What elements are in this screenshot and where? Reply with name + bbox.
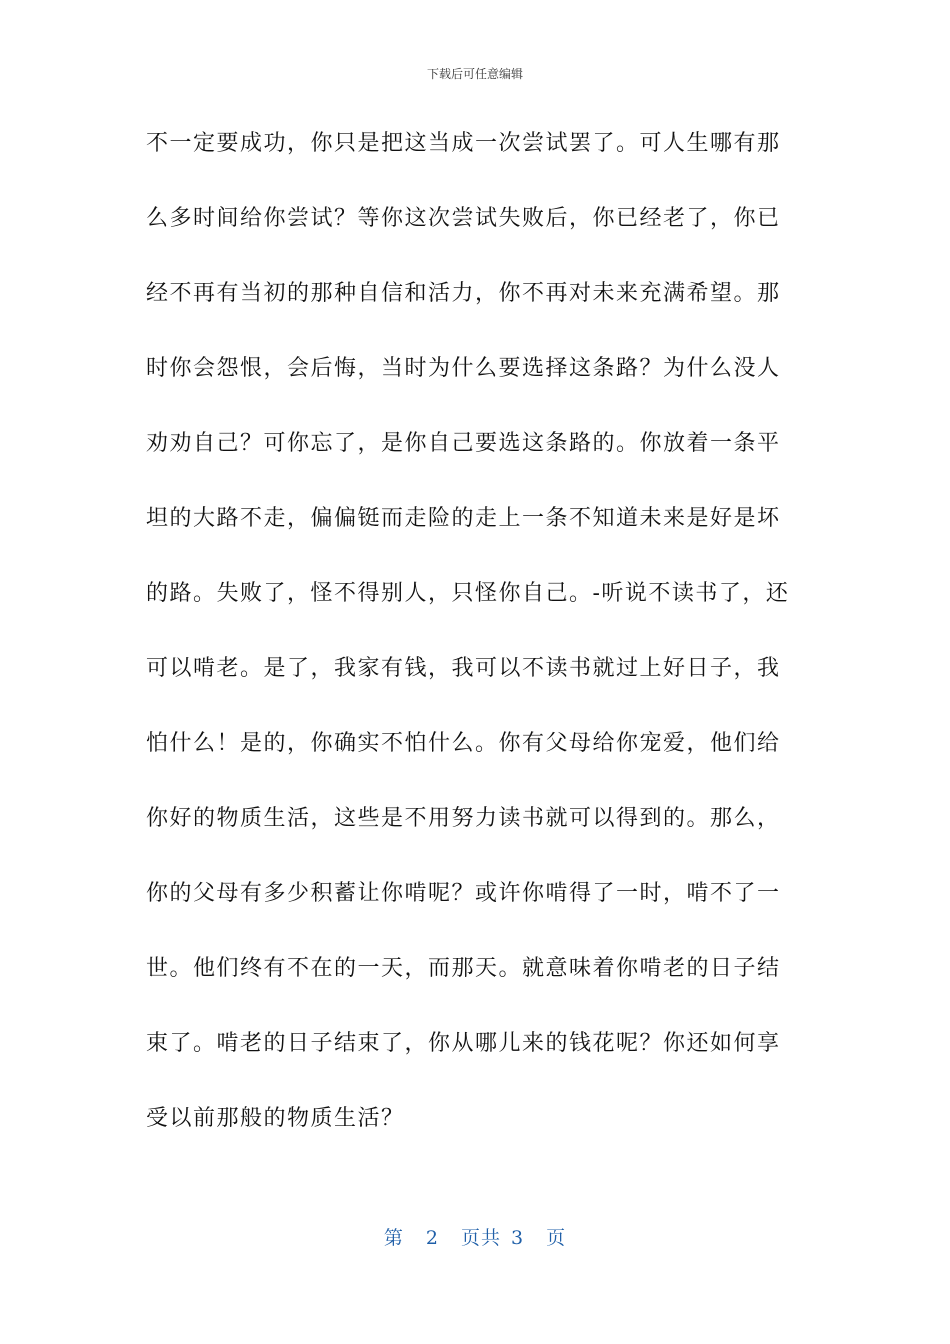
- text-line: 束了。啃老的日子结束了，你从哪儿来的钱花呢？你还如何享: [146, 1031, 781, 1056]
- text-line: 的路。失败了，怪不得别人，只怪你自己。-听说不读书了，还: [146, 581, 790, 606]
- page-header: 下载后可任意编辑: [426, 67, 523, 81]
- text-line: 受以前那般的物质生活？: [146, 1106, 405, 1131]
- body-text: [146, 124, 826, 1174]
- text-line: 么多时间给你尝试？等你这次尝试失败后，你已经老了，你已: [146, 206, 781, 231]
- text-line: 不一定要成功，你只是把这当成一次尝试罢了。可人生哪有那: [146, 131, 781, 156]
- text-line: 怕什么！是的，你确实不怕什么。你有父母给你宠爱，他们给: [146, 731, 781, 756]
- text-line: 时你会怨恨，会后悔，当时为什么要选择这条路？为什么没人: [146, 356, 781, 381]
- total-pages-number: 3: [511, 1227, 525, 1249]
- text-line: 世。他们终有不在的一天，而那天。就意味着你啃老的日子结: [146, 956, 781, 981]
- text-line: 你好的物质生活，这些是不用努力读书就可以得到的。那么，: [146, 806, 781, 831]
- footer-suffix: 页: [546, 1227, 567, 1249]
- page-number-footer: [0, 1224, 950, 1252]
- text-line: 你的父母有多少积蓄让你啃呢？或许你啃得了一时，啃不了一: [146, 881, 781, 906]
- text-line: 劝劝自己？可你忘了，是你自己要选这条路的。你放着一条平: [146, 431, 781, 456]
- footer-prefix: 第: [383, 1227, 404, 1249]
- text-line: 可以啃老。是了，我家有钱，我可以不读书就过上好日子，我: [146, 656, 781, 681]
- current-page-number: 2: [425, 1227, 439, 1249]
- footer-middle: 页共: [460, 1227, 501, 1249]
- text-line: 经不再有当初的那种自信和活力，你不再对未来充满希望。那: [146, 281, 781, 306]
- text-line: 坦的大路不走，偏偏铤而走险的走上一条不知道未来是好是坏: [146, 506, 781, 531]
